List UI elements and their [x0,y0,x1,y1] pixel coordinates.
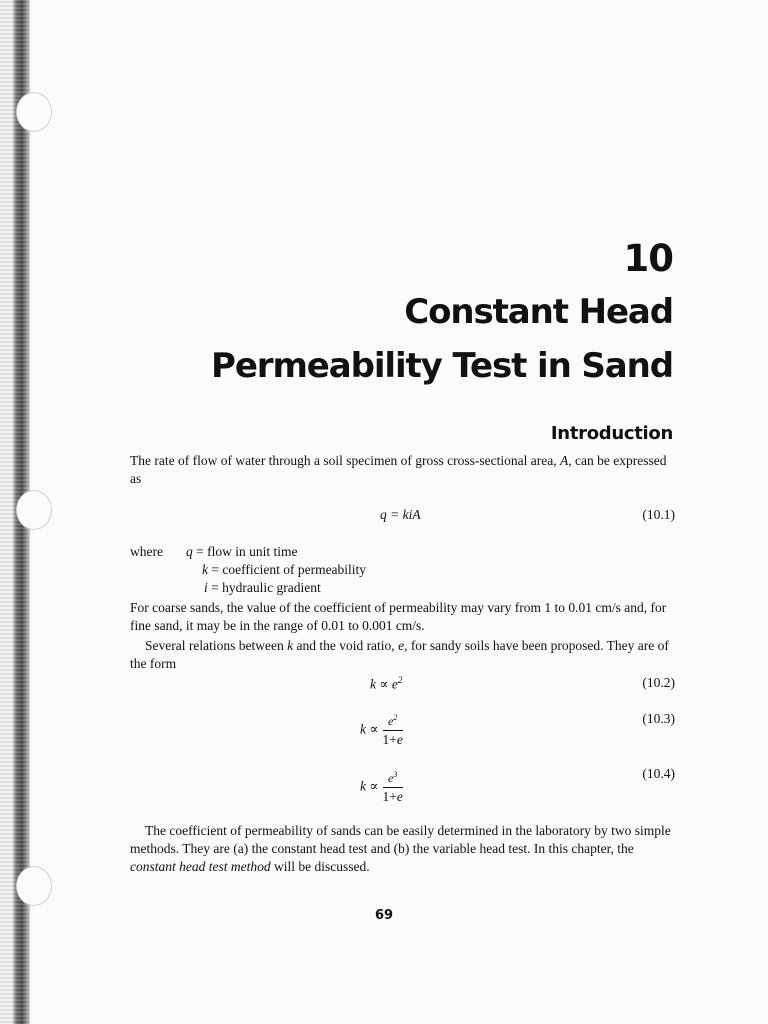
equation-10-1 [130,507,675,531]
paragraph-flow-rate: The rate of flow of water through a soil specimen of gross cross-sectional area, A, can be expressed as [130,453,667,486]
fraction [383,770,403,805]
page-number: 69 [374,908,394,923]
equation-10-3 [130,711,675,755]
equation-expression: k ∝ $\frac{e^3}{1+e}$ [360,770,403,804]
equation-number: (10.1) [642,507,675,522]
fraction-denominator: 1+e [382,789,403,804]
definition-q: q = flow in unit time [186,544,298,559]
equation-number: (10.4) [642,766,675,781]
equation-expression: q = kiA [380,507,421,522]
fraction-numerator: $e^2$ [383,713,403,731]
chapter-title-line-2: Permeability Test in Sand [211,346,673,386]
punch-hole [16,490,52,530]
equation-expression: k ∝ $\frac{e^2}{1+e}$ [360,713,403,747]
paragraph-coarse-sands: For coarse sands, the value of the coefficient of permeability may vary from 1 to 0.01 cm/s and, for fine sand, it may be in the range of 0.01 to 0.001 cm/s. [130,600,667,633]
paragraph-relations: Several relations between k and the void ratio, e, for sandy soils have been proposed. They are of the form [130,638,669,671]
fraction [383,713,403,748]
equation-number: (10.3) [642,711,675,726]
chapter-number: 10 [623,237,673,280]
where-label: where [130,544,163,559]
chapter-title-line-1: Constant Head [404,292,673,332]
definition-i: i = hydraulic gradient [204,580,321,595]
equation-expression: $k \propto e^2$ [370,675,403,692]
punch-hole [16,92,52,132]
equation-number: (10.2) [642,675,675,690]
equation-10-2 [130,675,675,699]
paragraph-methods: The coefficient of permeability of sands can be easily determined in the laboratory by two simple methods. They are (a) the constant head test and (b) the variable head test. In this chapter, the constant head test method will be discussed. [130,823,671,874]
equation-10-4 [130,766,675,810]
section-heading: Introduction [550,423,673,444]
definition-k: k = coefficient of permeability [202,562,367,577]
fraction-denominator: 1+e [382,732,403,747]
punch-hole [16,866,52,906]
fraction-numerator: $e^3$ [383,770,403,788]
